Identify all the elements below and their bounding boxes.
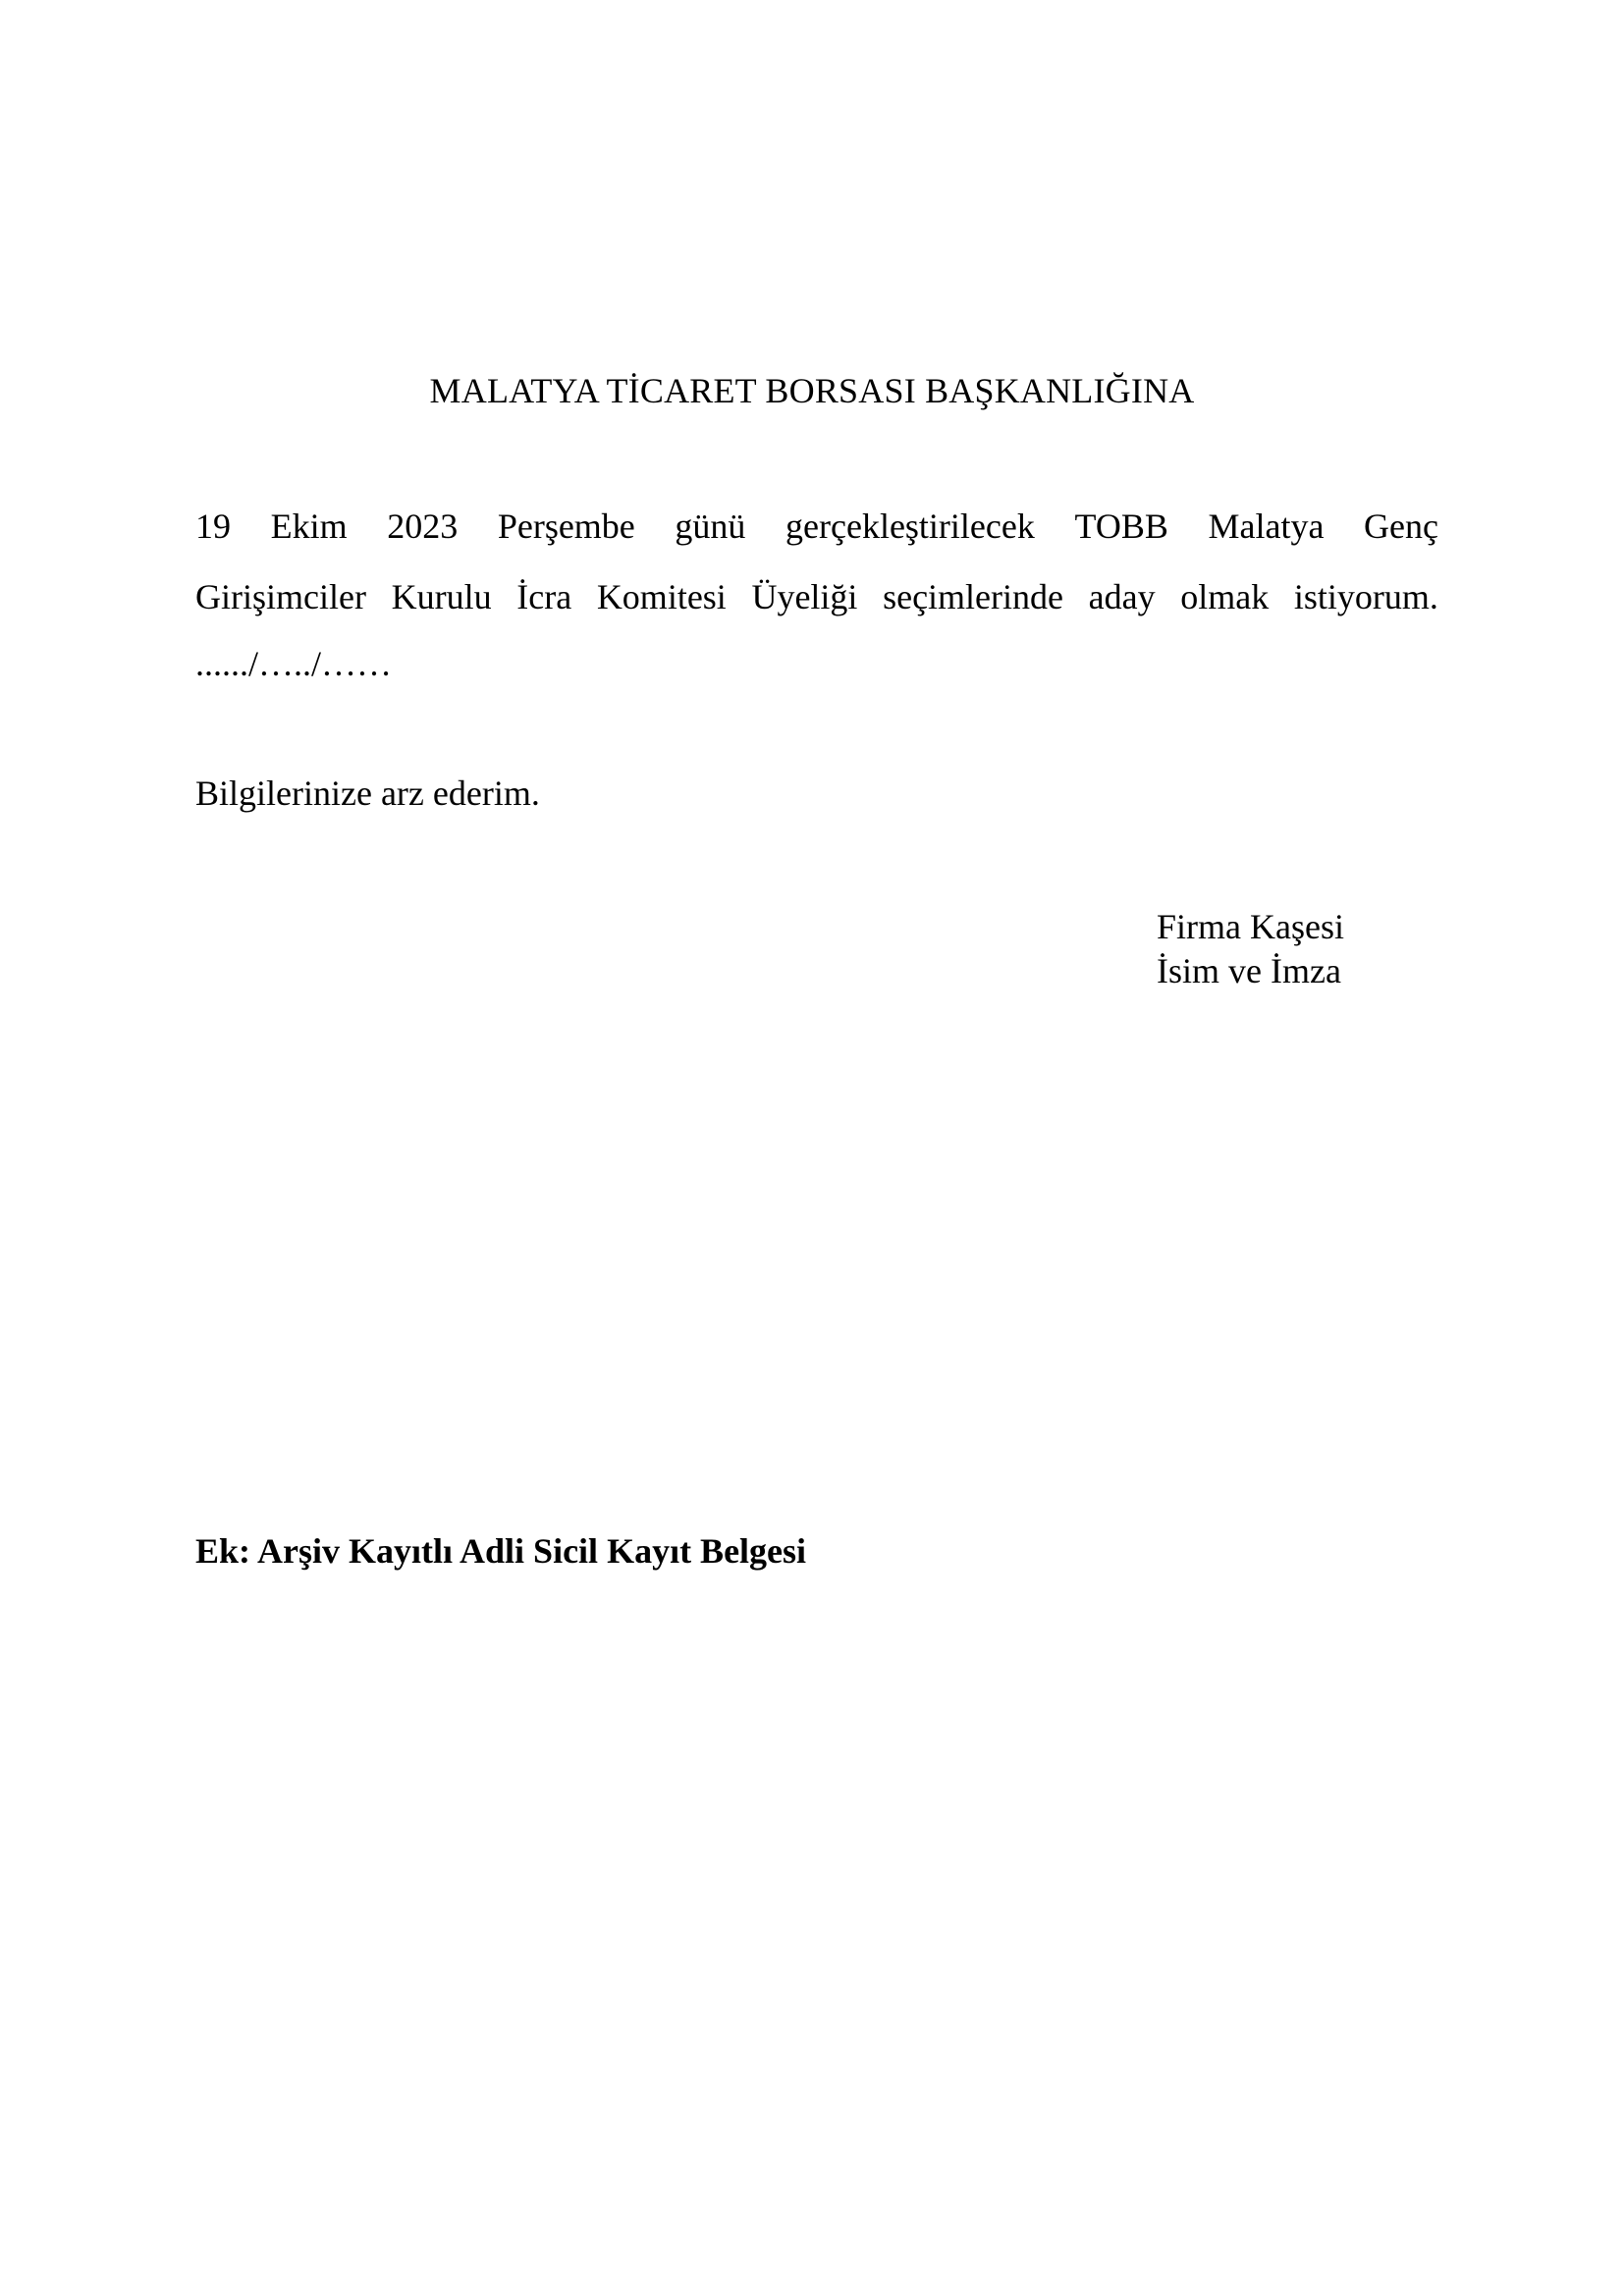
paragraph-line-1 [195,505,1438,548]
word: seçimlerinde [883,577,1063,616]
word: Üyeliği [751,577,858,616]
word: Genç [1364,507,1438,546]
attachment-note: Ek: Arşiv Kayıtlı Adli Sicil Kayıt Belgesi [195,1531,807,1571]
document-title: MALATYA TİCARET BORSASI BAŞKANLIĞINA [429,371,1195,410]
signature-line-name: İsim ve İmza [1157,951,1341,990]
word: 2023 [387,507,459,546]
paragraph-line-2 [195,575,1438,618]
word: Ekim [270,507,348,546]
word: İcra [516,577,572,616]
closing-text: Bilgilerinize arz ederim. [195,774,540,813]
date-placeholder: ....../…../…… [195,644,393,683]
signature-block [1157,905,1344,993]
word: aday [1088,577,1156,616]
word: günü [675,507,746,546]
word: istiyorum. [1293,577,1438,616]
word: gerçekleştirilecek [785,507,1035,546]
word: TOBB [1074,507,1168,546]
word: Komitesi [596,577,727,616]
word: Perşembe [497,507,635,546]
signature-line-stamp: Firma Kaşesi [1157,907,1344,946]
word: 19 [195,507,231,546]
word: Malatya [1208,507,1325,546]
word: Girişimciler [195,577,366,616]
word: olmak [1180,577,1270,616]
word: Kurulu [391,577,492,616]
